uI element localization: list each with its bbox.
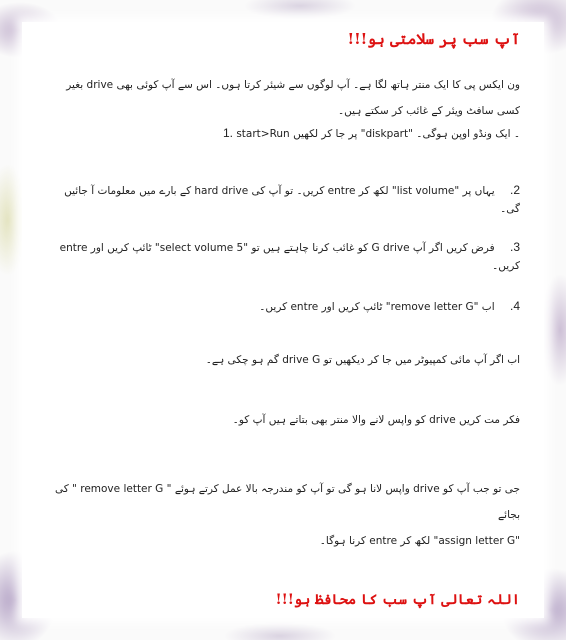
step-4 [50,297,520,316]
step-number: 2. [509,183,520,197]
restore-line-1: جی تو جب آپ کو drive واپس لانا ہو گی تو آپ کو مندرجہ بالا عمل کرتے ہوئے " remove letter G " کی بجائے [54,483,520,521]
farewell-heading: اللہ تعالی آپ سب کا محافظ ہو!!! [275,592,520,608]
step-number: 4. [509,299,520,313]
step-2 [50,181,520,218]
intro-paragraph: ون ایکس پی کا ایک منتر ہاتھ لگا ہے۔ آپ لوگوں سے شیئر کرتا ہوں۔ اس سے آپ کوئی بھی drive بغیر کسی سافٹ ویئر کے غائب کر سکتے ہیں۔ [66,79,520,117]
step-text: اب "remove letter G" ٹائپ کریں اور entre کریں۔ [259,301,495,313]
step-text: یہاں پر "list volume" لکھ کر entre کریں۔ تو آپ کی hard drive کے بارے میں معلومات آ جائیں گی۔ [64,185,520,215]
step-number: 3. [509,240,520,254]
step-text: start>Run پر جا کر لکھیں "diskpart" ۔ ایک ونڈو اوپن ہوگی۔ [236,128,520,140]
restore-line-2: "assign letter G" لکھ کر entre کرنا ہوگا۔ [319,535,520,547]
result-paragraph: اب اگر آپ مائی کمپیوٹر میں جا کر دیکھیں تو drive G گم ہو چکی ہے۔ [205,354,520,366]
greeting-heading: آپ سب پر سلامتی ہو!!! [347,30,520,48]
step-number: 1. [222,126,233,140]
step-3 [50,238,520,275]
step-1 [50,124,520,143]
restore-paragraph [50,476,520,554]
step-text: فرض کریں اگر آپ G drive کو غائب کرنا چاہتے ہیں تو "select volume 5" ٹائپ کریں اور entre کریں۔ [59,242,520,272]
note-paragraph: فکر مت کریں drive کو واپس لانے والا منتر بھی بتاتے ہیں آپ کو۔ [232,414,520,426]
